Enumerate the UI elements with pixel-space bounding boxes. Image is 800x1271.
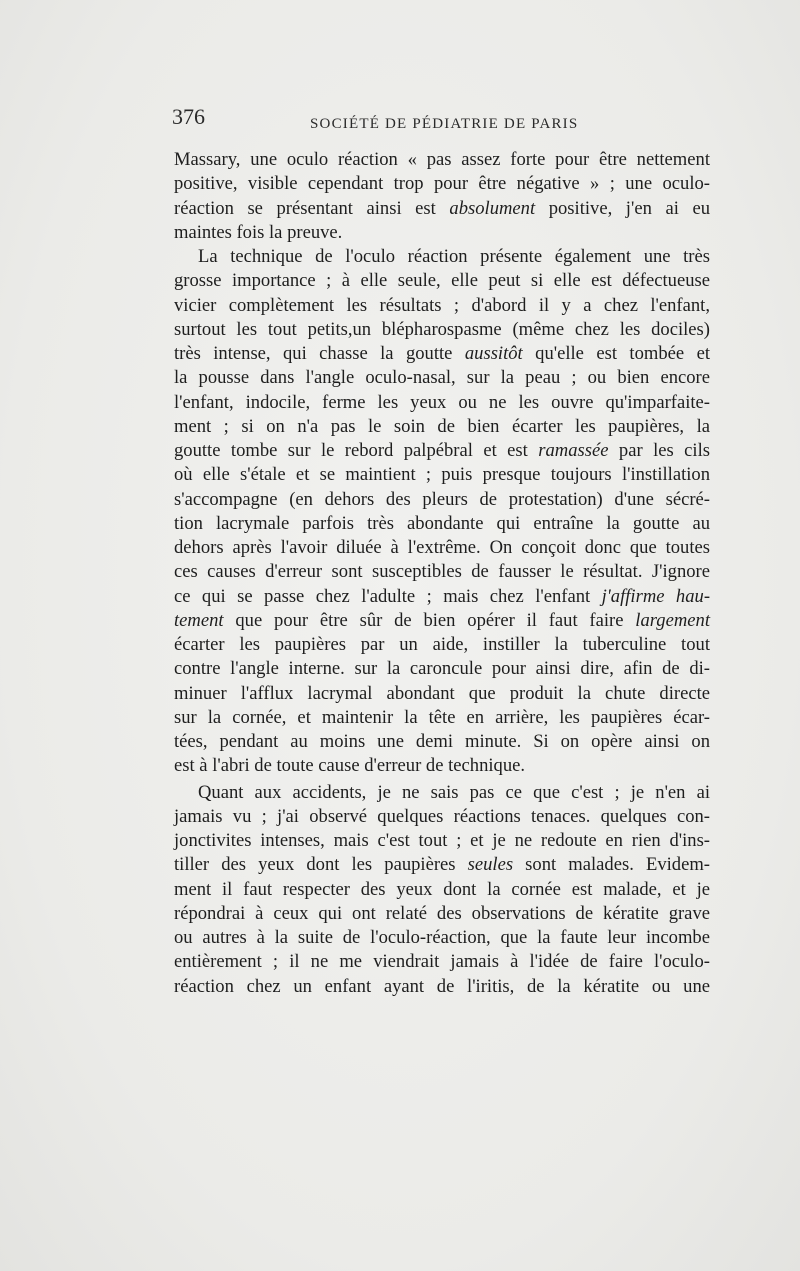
- line-text: qu'elle est tombée et: [522, 343, 710, 364]
- text-line: vicier complètement les résultats ; d'abord il y a chez l'enfant,: [174, 294, 710, 316]
- emphasis-text: ramassée: [538, 440, 609, 461]
- text-line: où elle s'étale et se maintient ; puis presque toujours l'instillation: [174, 464, 710, 486]
- emphasis-text: absolument: [449, 197, 536, 219]
- text-line: l'enfant, indocile, ferme les yeux ou ne les ouvre qu'imparfaite-: [174, 391, 710, 413]
- text-line: Massary, une oculo réaction « pas assez forte pour être nettement: [174, 149, 710, 170]
- text-line: ces causes d'erreur sont susceptibles de fausser le résultat. J'ignore: [174, 561, 710, 583]
- text-line: réaction chez un enfant ayant de l'iritis, de la kératite ou une: [174, 975, 710, 997]
- text-line: jonctivites intenses, mais c'est tout ; et je ne redoute en rien d'ins-: [174, 830, 710, 851]
- text-line: surtout les tout petits,un blépharospasme (même chez les dociles): [174, 318, 710, 340]
- text-line: dehors après l'avoir diluée à l'extrême. On conçoit donc que toutes: [174, 537, 710, 558]
- page-number: 376: [172, 104, 205, 129]
- text-line: ment ; si on n'a pas le soin de bien écarter les paupières, la: [174, 415, 710, 437]
- text-line: tées, pendant au moins une demi minute. Si on opère ainsi on: [174, 731, 710, 752]
- text-line: [174, 439, 710, 463]
- text-line: ment il faut respecter des yeux dont la cornée est malade, et je: [174, 878, 710, 900]
- line-text: goutte tombe sur le rebord palpébral et est: [174, 440, 539, 461]
- text-line: [174, 853, 710, 877]
- text-line: [174, 609, 710, 633]
- emphasis-text: j'affirme hau-: [601, 585, 711, 607]
- text-line: est à l'abri de toute cause d'erreur de technique.: [174, 755, 526, 777]
- text-line: contre l'angle interne. sur la caroncule pour ainsi dire, afin de di-: [174, 658, 710, 680]
- line-text: très intense, qui chasse la goutte: [174, 343, 465, 364]
- running-head: SOCIÉTÉ DE PÉDIATRIE DE PARIS: [310, 116, 579, 132]
- line-text: tiller des yeux dont les paupières: [174, 854, 468, 876]
- text-line: la pousse dans l'angle oculo-nasal, sur la peau ; ou bien encore: [174, 367, 710, 389]
- text-line: [174, 585, 710, 609]
- line-text: que pour être sûr de bien opérer il faut faire: [223, 609, 636, 631]
- body-text: [174, 148, 710, 999]
- line-text: ce qui se passe chez l'adulte ; mais chez l'enfant: [174, 585, 602, 607]
- emphasis-text: seules: [467, 854, 514, 876]
- text-line: jamais vu ; j'ai observé quelques réactions tenaces. quelques con-: [174, 805, 710, 827]
- text-line: sur la cornée, et maintenir la tête en arrière, les paupières écar-: [174, 706, 710, 728]
- text-line: maintes fois la preuve.: [174, 221, 343, 243]
- emphasis-text: aussitôt: [464, 343, 523, 364]
- paragraph-start-line: Quant aux accidents, je ne sais pas ce que c'est ; je n'en ai: [198, 781, 710, 803]
- text-line: tion lacrymale parfois très abondante qui entraîne la goutte au: [174, 512, 710, 534]
- line-text: par les cils: [608, 440, 710, 461]
- text-line: [174, 197, 710, 221]
- line-text: réaction se présentant ainsi est: [174, 197, 450, 219]
- line-text: positive, j'en ai eu: [535, 197, 710, 219]
- paragraph-start-line: La technique de l'oculo réaction présente également une très: [198, 246, 710, 267]
- text-line: répondrai à ceux qui ont relaté des observations de kératite grave: [174, 902, 710, 924]
- text-line: s'accompagne (en dehors des pleurs de protestation) d'une sécré-: [174, 488, 710, 510]
- text-line: grosse importance ; à elle seule, elle peut si elle est défectueuse: [174, 270, 710, 292]
- text-line: ou autres à la suite de l'oculo-réaction, que la faute leur incombe: [174, 927, 710, 948]
- text-line: [174, 342, 710, 366]
- text-line: entièrement ; il ne me viendrait jamais à l'idée de faire l'oculo-: [174, 951, 710, 973]
- emphasis-text: largement: [635, 609, 710, 631]
- emphasis-text: tement: [174, 609, 224, 631]
- text-line: minuer l'afflux lacrymal abondant que produit la chute directe: [174, 682, 710, 704]
- page-header: [172, 104, 710, 134]
- text-line: écarter les paupières par un aide, instiller la tuberculine tout: [174, 634, 710, 655]
- text-line: positive, visible cependant trop pour être négative » ; une oculo-: [174, 173, 710, 195]
- line-text: sont malades. Evidem-: [513, 854, 710, 876]
